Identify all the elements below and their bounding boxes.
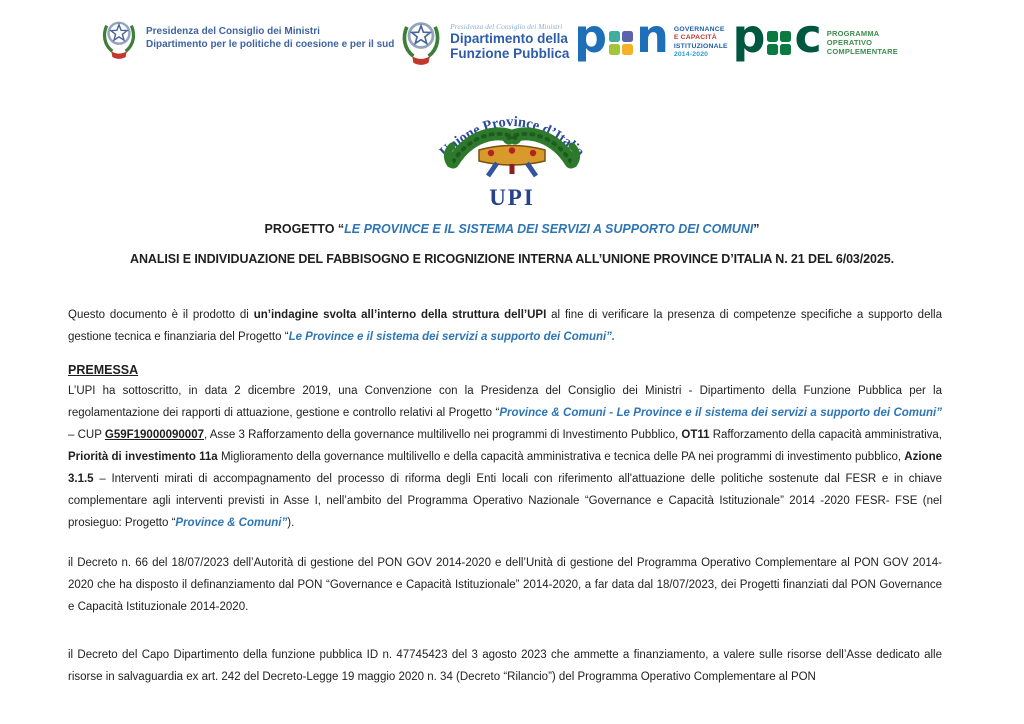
pon-square xyxy=(622,31,633,42)
italy-emblem-icon xyxy=(100,16,138,65)
pon-wordmark-icon xyxy=(574,9,667,63)
poc-square xyxy=(780,31,791,42)
poc-squares-icon xyxy=(767,31,791,55)
poc-square xyxy=(780,44,791,55)
premessa-heading: PREMESSA xyxy=(68,363,139,377)
pon-letter-p: p xyxy=(574,9,606,63)
logo-pcm-coesione xyxy=(100,16,394,65)
poc-wordmark-icon xyxy=(732,9,820,63)
poc-letter-c: c xyxy=(794,9,820,63)
document-body xyxy=(68,304,942,688)
pon-square xyxy=(622,44,633,55)
logo-funzione-pubblica xyxy=(399,16,569,71)
decreto-66-paragraph: il Decreto n. 66 del 18/07/2023 dell’Autorità di gestione del PON GOV 2014-2020 e dell’Unità di gestione del Programma Operativo Complementare al PON GOV 2014-2020 che ha disposto il definanziamento dal PON “Governance e Capacità Istituzionale” 2014-2020, a far data dal 18/07/2023, dei Progetti finanziati dal PON Governance e Capacità Istituzionale 2014-2020. xyxy=(68,557,942,613)
logo-dfp-line2: Funzione Pubblica xyxy=(450,46,570,61)
pon-letter-n: n xyxy=(636,9,667,63)
logo-dfp-script-line: Presidenza del Consiglio dei Ministri xyxy=(450,22,563,31)
logo-pcm-line2: Dipartimento per le politiche di coesione e per il sud xyxy=(146,39,395,50)
header-logos xyxy=(100,9,898,71)
logo-pon xyxy=(574,9,728,63)
logo-dfp-text xyxy=(450,22,569,61)
upi-label: UPI xyxy=(489,185,535,210)
pon-square xyxy=(609,31,620,42)
poc-square xyxy=(767,31,778,42)
poc-letter-p: p xyxy=(732,9,764,63)
pon-program-text: GOVERNANCE E CAPACITÀ ISTITUZIONALE 2014-2020 xyxy=(673,26,728,59)
pon-square xyxy=(609,44,620,55)
poc-program-text: PROGRAMMA OPERATIVO COMPLEMENTARE xyxy=(826,29,898,57)
decreto-capo-paragraph: il Decreto del Capo Dipartimento della funzione pubblica ID n. 47745423 del 3 agosto 2023 che ammette a finanziamento, a valere sulle risorse dell’Asse dedicato alle risorse in salvaguardia ex art. 242 del Decreto-Legge 19 maggio 2020 n. 34 (Decreto “Rilancio”) del Programma Operativo Complementare al PON xyxy=(68,649,942,683)
document-title: PROGETTO “LE PROVINCE E IL SISTEMA DEI SERVIZI A SUPPORTO DEI COMUNI” xyxy=(264,222,760,236)
logo-pcm-line1: Presidenza del Consiglio dei Ministri xyxy=(146,26,320,37)
svg-text:Unione Province d’Italia: Unione Province d’Italia xyxy=(436,113,588,161)
upi-logo xyxy=(0,94,1024,211)
italy-emblem-icon xyxy=(399,16,443,71)
document-subtitle: ANALISI E INDIVIDUAZIONE DEL FABBISOGNO E RICOGNIZIONE INTERNA ALL’UNIONE PROVINCE D’ITALIA N. 21 DEL 6/03/2025. xyxy=(130,252,894,266)
logo-poc xyxy=(732,9,898,63)
logo-pcm-text xyxy=(146,25,394,51)
premessa-paragraph: L’UPI ha sottoscritto, in data 2 dicembre 2019, una Convenzione con la Presidenza del Consiglio dei Ministri - Dipartimento della Funzione Pubblica per la regolamentazione dei rapporti di attuazione, gestione e controllo relativi al Progetto “Province & Comuni - Le Province e il sistema dei servizi a supporto dei Comuni” – CUP G59F19000090007, Asse 3 Rafforzamento della governance multilivello nei programmi di Investimento Pubblico, OT11 Rafforzamento della capacità amministrativa, Priorità di investimento 11a Miglioramento della governance multilivello e della capacità amministrativa e tecnica delle PA nei programmi di investimento pubblico, Azione 3.1.5 – Interventi mirati di accompagnamento del processo di riforma degli Enti locali con riferimento all'attuazione delle politiche sostenute dal FESR e in chiave complementare agli interventi previsti in Asse I, nell’ambito del Programma Operativo Nazionale “Governance e Capacità Istituzionale” 2014 -2020 FESR- FSE (nel prosieguo: Progetto “Province & Comuni”). xyxy=(68,385,942,529)
logo-dfp-line1: Dipartimento della xyxy=(450,31,568,46)
upi-wreath-icon xyxy=(417,94,607,185)
project-name: LE PROVINCE E IL SISTEMA DEI SERVIZI A SUPPORTO DEI COMUNI xyxy=(344,222,754,236)
poc-square xyxy=(767,44,778,55)
intro-paragraph: Questo documento è il prodotto di un’indagine svolta all’interno della struttura dell’UPI al fine di verificare la presenza di competenze specifiche a supporto della gestione tecnica e finanziaria del Progetto “Le Province e il sistema dei servizi a supporto dei Comuni”. xyxy=(68,309,942,343)
pon-squares-icon xyxy=(609,31,633,55)
